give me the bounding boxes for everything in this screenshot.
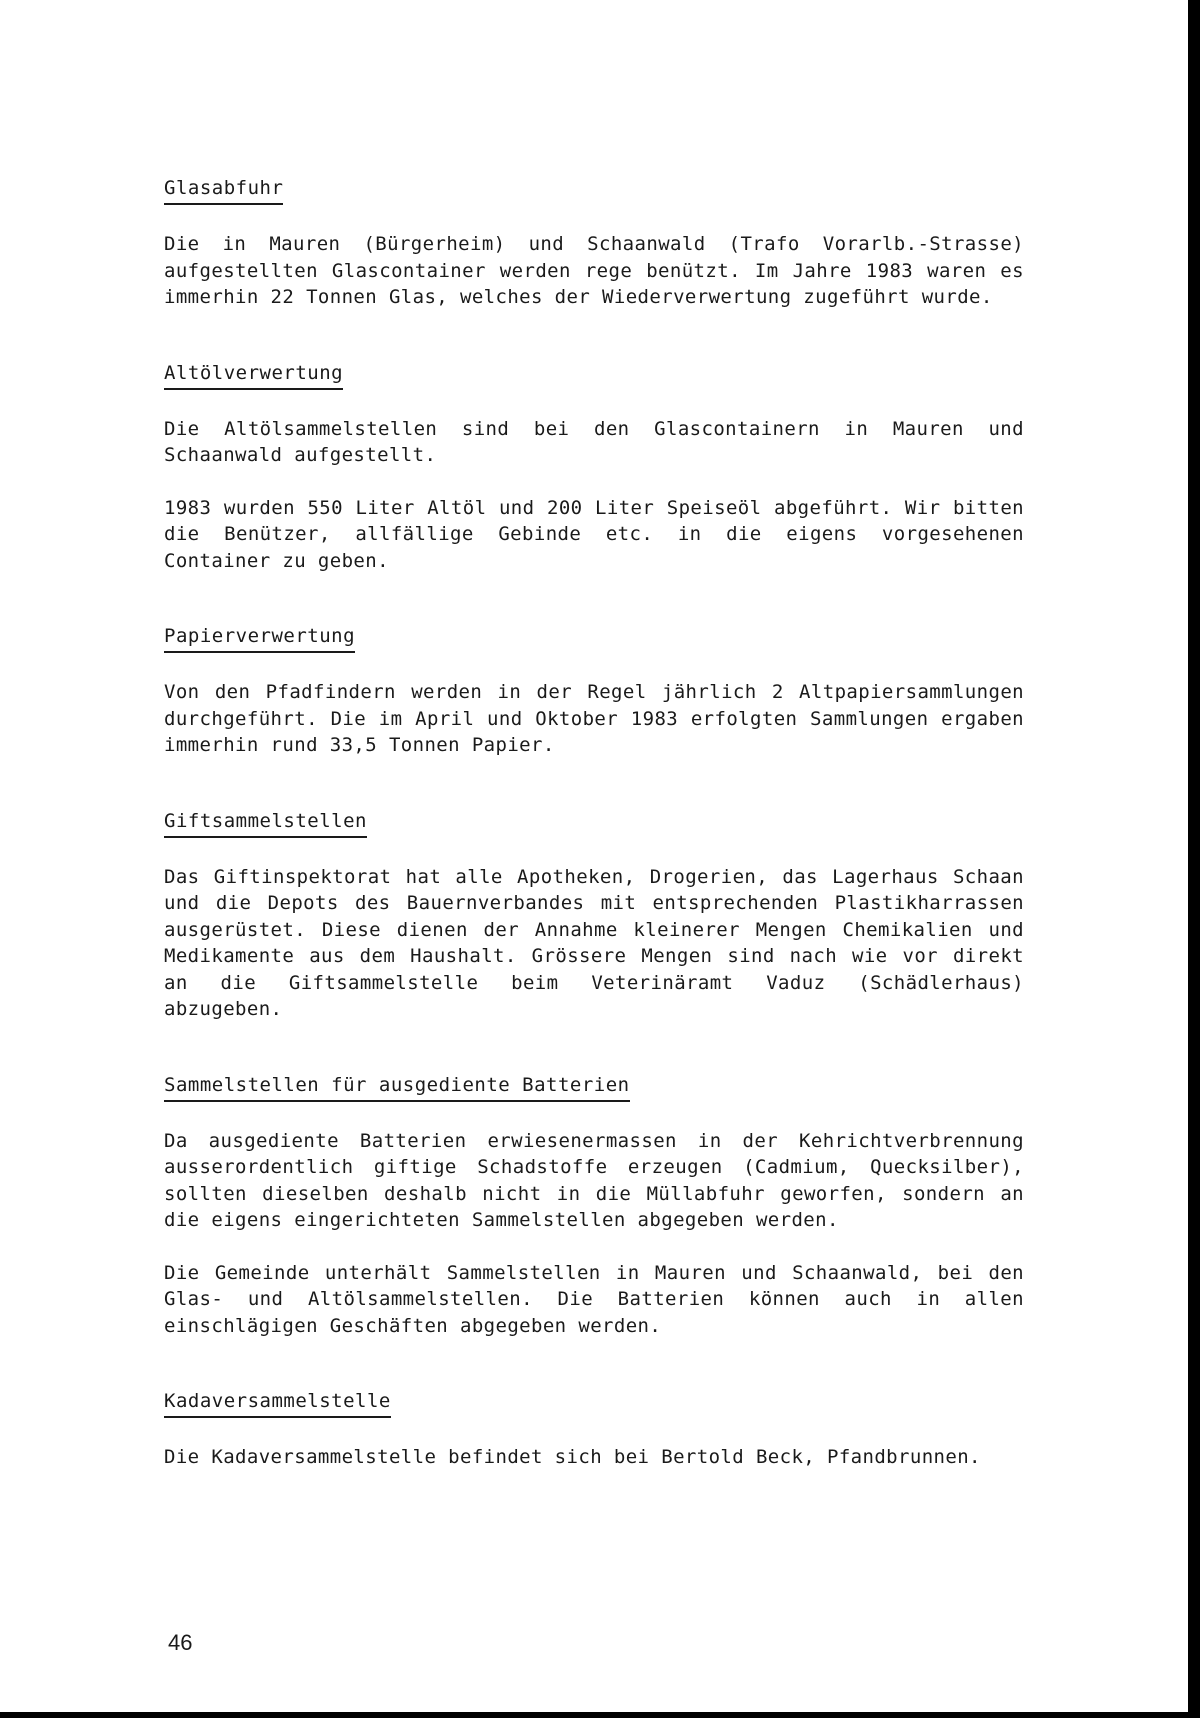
section-papierverwertung [164, 624, 1024, 759]
paragraph: Die Gemeinde unterhält Sammelstellen in Mauren und Schaanwald, bei den Glas- und Altölsammelstellen. Die Batterien können auch in allen einschlägigen Geschäften abgegeben werden. [164, 1261, 1024, 1337]
section-giftsammelstellen [164, 809, 1024, 1023]
paragraph: Das Giftinspektorat hat alle Apotheken, Drogerien, das Lagerhaus Schaan und die Depots des Bauernverbandes mit entsprechenden Plastikharrassen ausgerüstet. Diese dienen der Annahme kleinerer Mengen Chemikalien und Medikamente aus dem Haushalt. Grössere Mengen sind nach wie vor direkt an die Giftsammelstelle beim Veterinäramt Vaduz (Schädlerhaus) abzugeben. [164, 865, 1024, 1020]
section-heading: Sammelstellen für ausgediente Batterien [164, 1073, 630, 1102]
section-heading: Kadaversammelstelle [164, 1389, 391, 1418]
paragraph: Die Altölsammelstellen sind bei den Glascontainern in Mauren und Schaanwald aufgestellt. [164, 417, 1024, 466]
section-heading: Altölverwertung [164, 361, 343, 390]
scan-border-right [1188, 0, 1200, 1718]
page-number: 46 [168, 1630, 193, 1655]
section-heading: Papierverwertung [164, 624, 355, 653]
section-batterien [164, 1073, 1024, 1340]
paragraph: Die Kadaversammelstelle befindet sich bei Bertold Beck, Pfandbrunnen. [164, 1446, 981, 1468]
page-content [164, 176, 1024, 1497]
paragraph: Die in Mauren (Bürgerheim) und Schaanwald (Trafo Vorarlb.-Strasse) aufgestellten Glascontainer werden rege benützt. Im Jahre 1983 waren es immerhin 22 Tonnen Glas, welches der Wiederverwertung zugeführt wurde. [164, 233, 1024, 308]
section-altoelverwertung [164, 361, 1024, 575]
paragraph: 1983 wurden 550 Liter Altöl und 200 Liter Speiseöl abgeführt. Wir bitten die Benützer, allfällige Gebinde etc. in die eigens vorgesehenen Container zu geben. [164, 496, 1024, 572]
paragraph: Von den Pfadfindern werden in der Regel jährlich 2 Altpapiersammlungen durchgeführt. Die im April und Oktober 1983 erfolgten Sammlungen ergaben immerhin rund 33,5 Tonnen Papier. [164, 681, 1024, 756]
paragraph: Da ausgediente Batterien erwiesenermassen in der Kehrichtverbrennung ausserordentlich giftige Schadstoffe erzeugen (Cadmium, Quecksilber), sollten dieselben deshalb nicht in die Müllabfuhr geworfen, sondern an die eigens eingerichteten Sammelstellen abgegeben werden. [164, 1129, 1024, 1231]
section-glasabfuhr [164, 176, 1024, 311]
section-heading: Glasabfuhr [164, 176, 283, 205]
section-kadaversammelstelle [164, 1389, 1024, 1471]
section-heading: Giftsammelstellen [164, 809, 367, 838]
scan-border-bottom [0, 1712, 1200, 1718]
